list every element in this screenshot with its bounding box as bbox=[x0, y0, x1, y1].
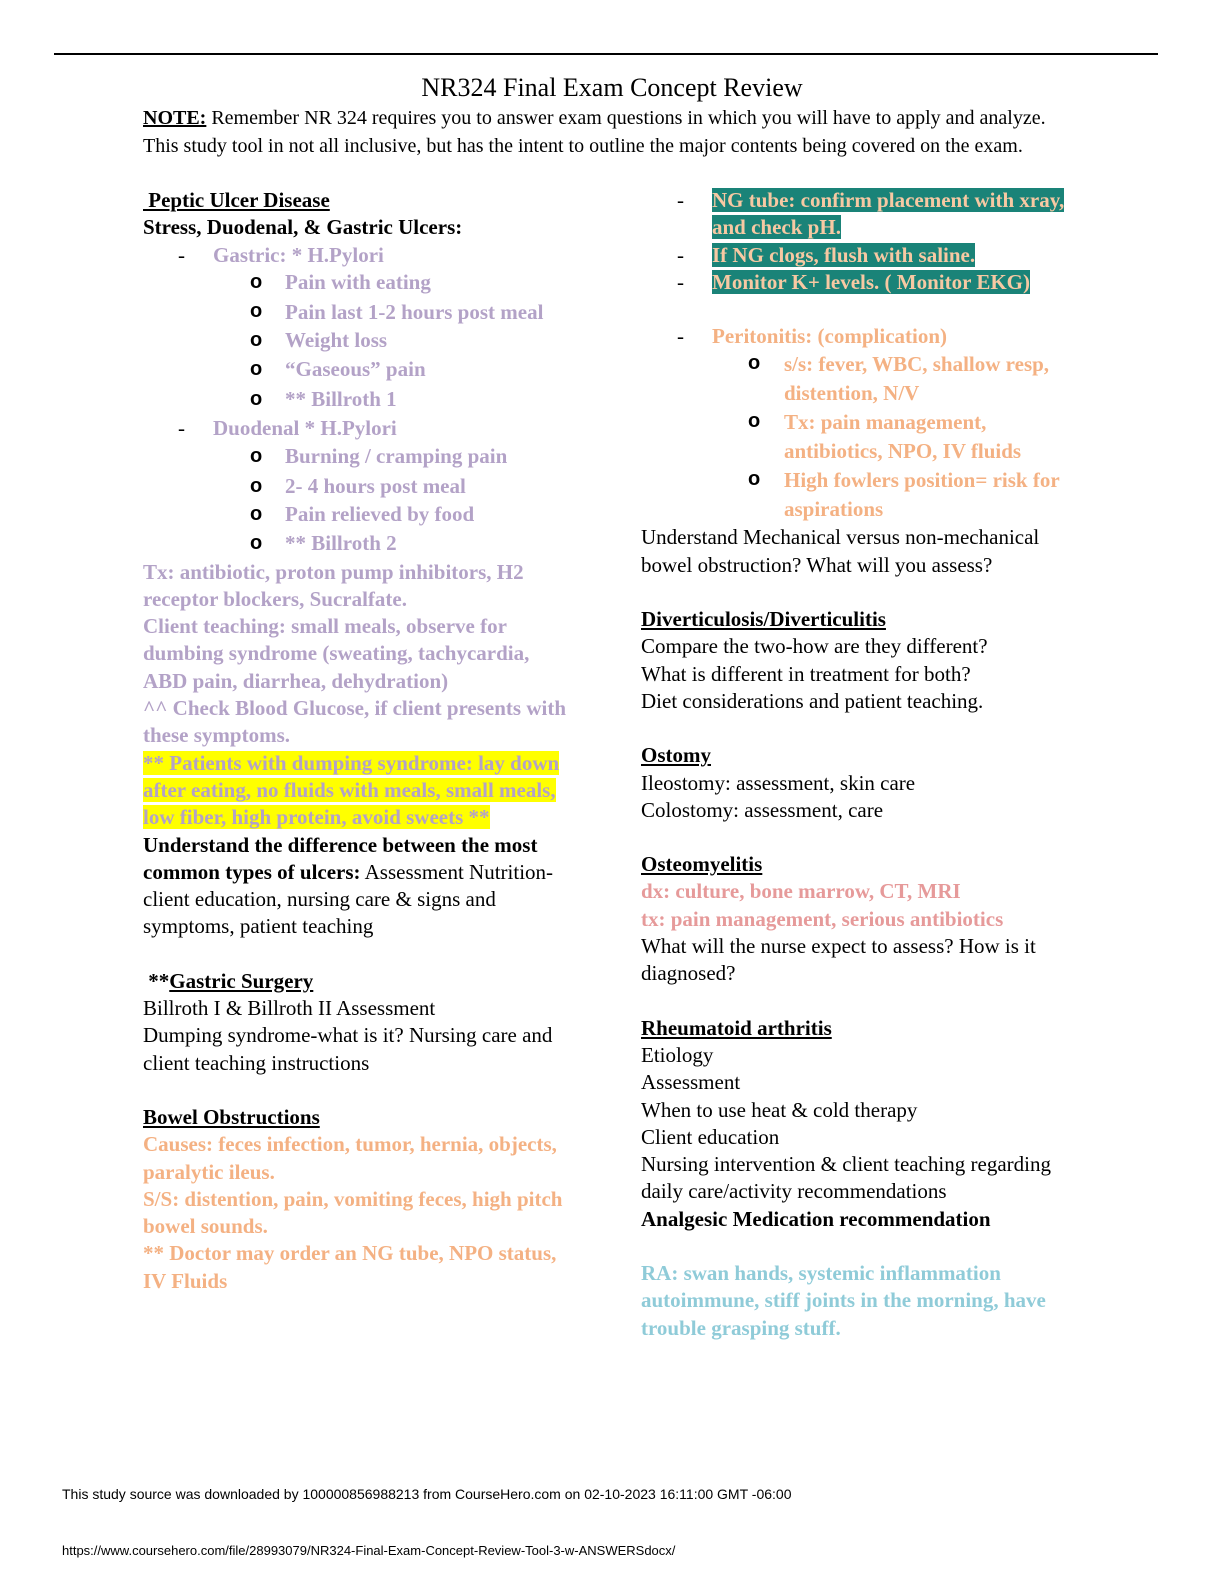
divert-line: What is different in treatment for both? bbox=[641, 661, 971, 686]
list-item: o Tx: pain management, antibiotics, NPO, IV fluids bbox=[748, 410, 1022, 464]
gastric-item: - Gastric: * H.Pylori bbox=[178, 242, 384, 267]
ra-line: Etiology bbox=[641, 1042, 714, 1067]
list-item: o ** Billroth 1 bbox=[250, 386, 397, 411]
left-column bbox=[143, 187, 573, 1295]
ng-item: - Monitor K+ levels. ( Monitor EKG) bbox=[677, 269, 1030, 294]
list-item: o ** Billroth 2 bbox=[250, 531, 397, 556]
gastric-surgery-heading: **Gastric Surgery bbox=[143, 968, 314, 993]
list-item: o Pain relieved by food bbox=[250, 501, 475, 526]
osteo-question: What will the nurse expect to assess? How is it diagnosed? bbox=[641, 934, 1036, 986]
ra-note: RA: swan hands, systemic inflammation autoimmune, stiff joints in the morning, have trouble grasping stuff. bbox=[641, 1261, 1046, 1340]
ra-line: Nursing intervention & client teaching regarding daily care/activity recommendations bbox=[641, 1152, 1051, 1204]
list-item: o s/s: fever, WBC, shallow resp, distention, N/V bbox=[748, 352, 1050, 406]
bo-causes: Causes: feces infection, tumor, hernia, objects, paralytic ileus. bbox=[143, 1132, 557, 1184]
list-item: o “Gaseous” pain bbox=[250, 357, 426, 382]
ng-item: - NG tube: confirm placement with xray, and check pH. bbox=[677, 188, 1065, 240]
bo-doctor: ** Doctor may order an NG tube, NPO status, IV Fluids bbox=[143, 1241, 557, 1293]
gs-line: Dumping syndrome-what is it? Nursing care and client teaching instructions bbox=[143, 1023, 553, 1075]
ulcers-heading: Stress, Duodenal, & Gastric Ulcers: bbox=[143, 215, 463, 240]
list-item: o High fowlers position= risk for aspirations bbox=[748, 468, 1060, 522]
ostomy-heading: Ostomy bbox=[641, 743, 711, 768]
diverticulosis-heading: Diverticulosis/Diverticulitis bbox=[641, 607, 886, 632]
ng-item: - If NG clogs, flush with saline. bbox=[677, 242, 976, 267]
right-column bbox=[641, 187, 1081, 1342]
list-item: o Pain last 1-2 hours post meal bbox=[250, 300, 544, 325]
bowel-obstructions-heading: Bowel Obstructions bbox=[143, 1104, 320, 1129]
footer-source: This study source was downloaded by 100000856988213 from CourseHero.com on 02-10-2023 16:11:00 GMT -06:00 bbox=[62, 1486, 792, 1502]
note-paragraph bbox=[143, 104, 1078, 160]
ra-line: Assessment bbox=[641, 1070, 741, 1095]
list-item: o Pain with eating bbox=[250, 269, 431, 294]
osteo-dx: dx: culture, bone marrow, CT, MRI bbox=[641, 879, 961, 904]
tx-text: Tx: antibiotic, proton pump inhibitors, H2 receptor blockers, Sucralfate. bbox=[143, 559, 524, 611]
check-glucose-text: ^^ Check Blood Glucose, if client presents with these symptoms. bbox=[143, 696, 567, 748]
duodenal-item: - Duodenal * H.Pylori bbox=[178, 416, 397, 441]
understand-paragraph: Understand the difference between the most common types of ulcers: Assessment Nutrition-client education, nursing care & signs and symptoms, patient teaching bbox=[143, 832, 554, 939]
gs-line: Billroth I & Billroth II Assessment bbox=[143, 996, 436, 1021]
header-rule bbox=[54, 53, 1158, 55]
ostomy-line: Colostomy: assessment, care bbox=[641, 797, 884, 822]
dumping-highlight: ** Patients with dumping syndrome: lay down after eating, no fluids with meals, small meals, low fiber, high protein, avoid sweets ** bbox=[143, 750, 560, 830]
ra-line: Client education bbox=[641, 1124, 780, 1149]
list-item: o Weight loss bbox=[250, 328, 388, 353]
list-item: o Burning / cramping pain bbox=[250, 444, 508, 469]
footer-url[interactable]: https://www.coursehero.com/file/28993079/NR324-Final-Exam-Concept-Review-Tool-3-w-ANSWERSdocx/ bbox=[62, 1543, 676, 1558]
ra-analgesic: Analgesic Medication recommendation bbox=[641, 1206, 991, 1231]
osteomyelitis-heading: Osteomyelitis bbox=[641, 852, 763, 877]
osteo-tx: tx: pain management, serious antibiotics bbox=[641, 906, 1004, 931]
divert-line: Compare the two-how are they different? bbox=[641, 634, 988, 659]
ra-heading: Rheumatoid arthritis bbox=[641, 1015, 832, 1040]
divert-line: Diet considerations and patient teaching. bbox=[641, 688, 984, 713]
note-text: Remember NR 324 requires you to answer exam questions in which you will have to apply and analyze. This study tool in not all inclusive, but has the intent to outline the major contents being covered on the exam. bbox=[143, 107, 1046, 157]
page-title: NR324 Final Exam Concept Review bbox=[421, 73, 803, 102]
list-item: o 2- 4 hours post meal bbox=[250, 473, 466, 498]
pud-heading: Peptic Ulcer Disease bbox=[143, 188, 330, 212]
client-teaching-text: Client teaching: small meals, observe for dumbing syndrome (sweating, tachycardia, ABD pain, diarrhea, dehydration) bbox=[143, 614, 530, 693]
note-label: NOTE: bbox=[143, 107, 207, 129]
mechanical-question: Understand Mechanical versus non-mechanical bowel obstruction? What will you assess? bbox=[641, 525, 1040, 577]
ostomy-line: Ileostomy: assessment, skin care bbox=[641, 770, 916, 795]
bo-ss: S/S: distention, pain, vomiting feces, high pitch bowel sounds. bbox=[143, 1186, 563, 1239]
peritonitis-item: - Peritonitis: (complication) bbox=[677, 324, 948, 349]
ra-line: When to use heat & cold therapy bbox=[641, 1097, 918, 1122]
